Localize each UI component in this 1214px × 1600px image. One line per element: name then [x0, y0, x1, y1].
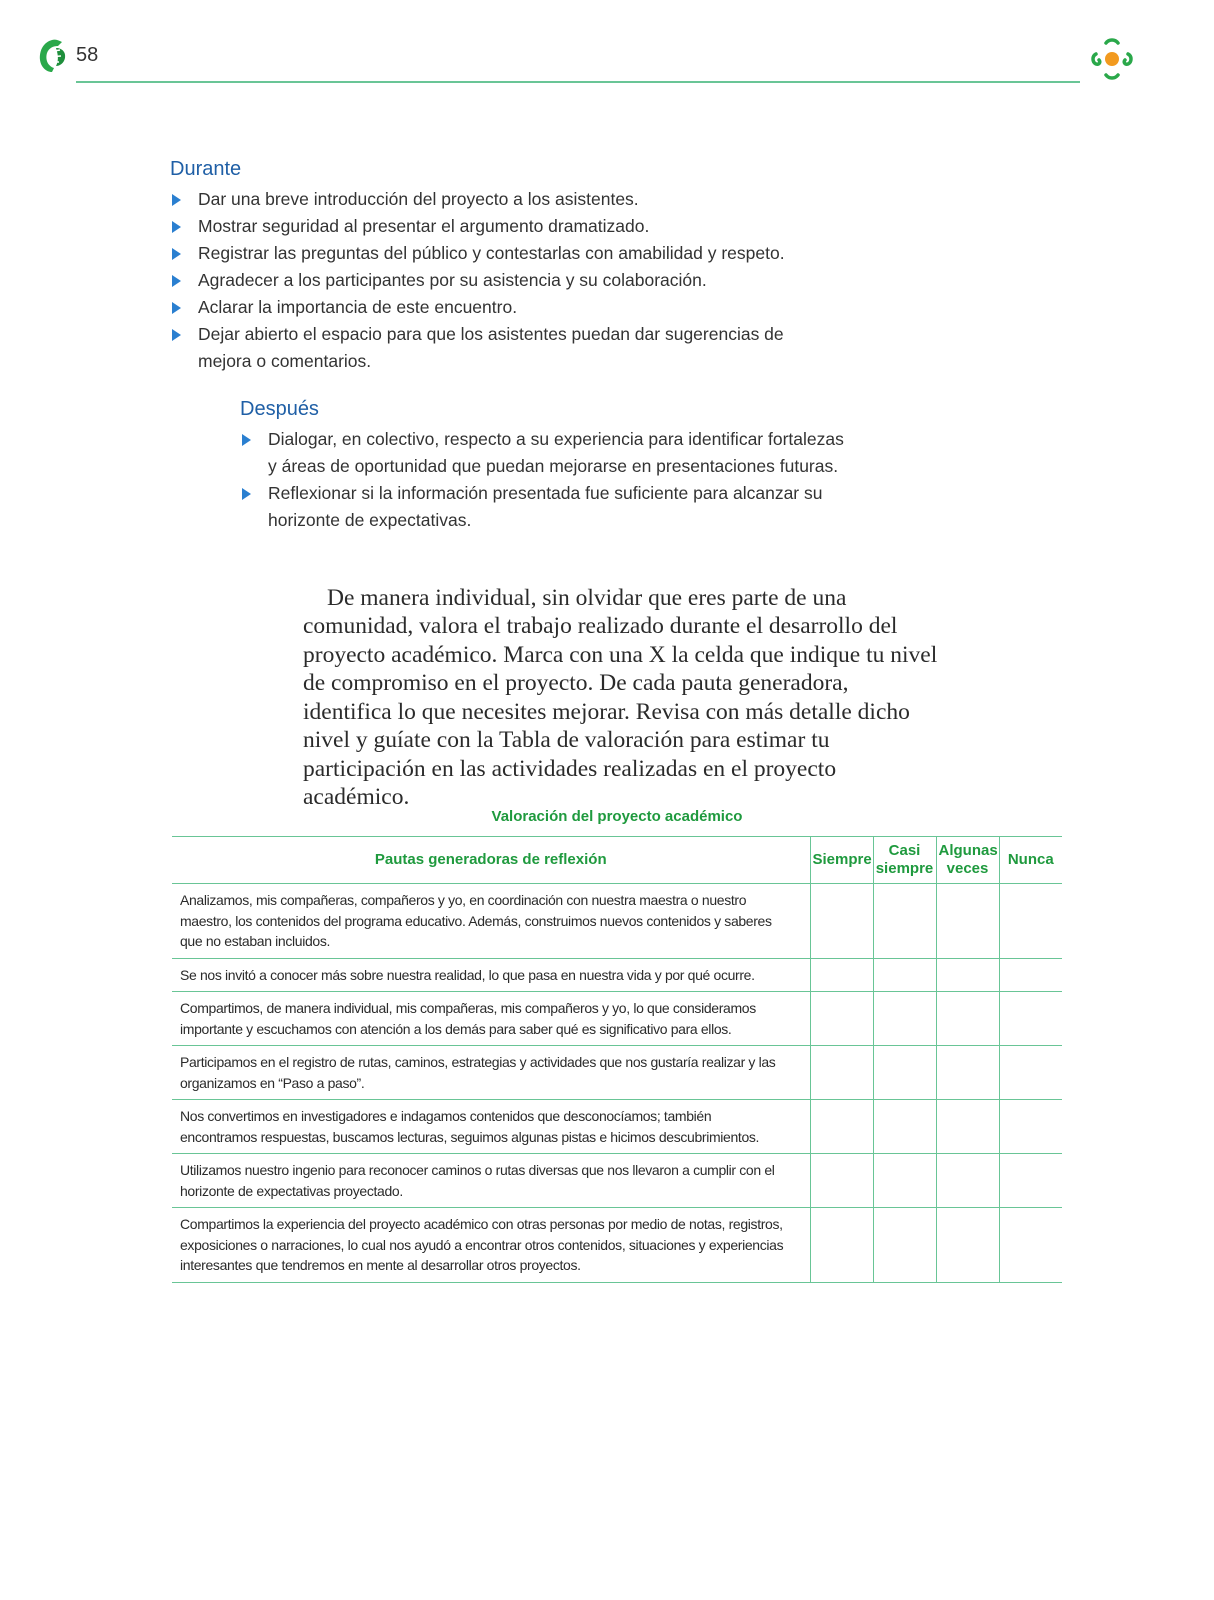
casi-siempre-cell[interactable]: [873, 1208, 936, 1283]
valoracion-table: [172, 836, 1062, 1283]
algunas-veces-cell[interactable]: [936, 1208, 999, 1283]
siempre-cell[interactable]: [810, 884, 873, 959]
algunas-veces-cell[interactable]: [936, 1154, 999, 1208]
pauta-cell: Participamos en el registro de rutas, caminos, estrategias y actividades que nos gustaría realizar y las organizamos en “Paso a paso”.: [172, 1046, 810, 1100]
header-nunca: Nunca: [999, 837, 1062, 884]
bullet-triangle-icon: [172, 329, 181, 341]
header-algunas-veces: Algunas veces: [936, 837, 999, 884]
list-item: Agradecer a los participantes por su asistencia y su colaboración.: [170, 267, 810, 294]
pauta-cell: Analizamos, mis compañeras, compañeros y yo, en coordinación con nuestra maestra o nuestro maestro, los contenidos del programa educativo. Además, construimos nuevos contenidos y saberes que no estaban incluidos.: [172, 884, 810, 959]
pauta-cell: Utilizamos nuestro ingenio para reconocer caminos o rutas diversas que nos llevaron a cumplir con el horizonte de expectativas proyectado.: [172, 1154, 810, 1208]
list-item: Aclarar la importancia de este encuentro.: [170, 294, 810, 321]
feather-logo-icon: [36, 38, 68, 74]
table-row: [172, 1100, 1062, 1154]
table-row: [172, 884, 1062, 959]
instruction-paragraph: De manera individual, sin olvidar que eres parte de una comunidad, valora el trabajo realizado durante el desarrollo del proyecto académico. Marca con una X la celda que indique tu nivel de compromiso en el proyecto. De cada pauta generadora, identifica lo que necesites mejorar. Revisa con más detalle dicho nivel y guíate con la Tabla de valoración para estimar tu participación en las actividades realizadas en el proyecto académico.: [303, 584, 938, 810]
siempre-cell[interactable]: [810, 1046, 873, 1100]
casi-siempre-cell[interactable]: [873, 1046, 936, 1100]
siempre-cell[interactable]: [810, 958, 873, 992]
list-item: Reflexionar si la información presentada fue suficiente para alcanzar su horizonte de expectativas.: [240, 480, 850, 534]
nunca-cell[interactable]: [999, 992, 1062, 1046]
siempre-cell[interactable]: [810, 1100, 873, 1154]
casi-siempre-cell[interactable]: [873, 958, 936, 992]
casi-siempre-cell[interactable]: [873, 884, 936, 959]
table-row: [172, 1046, 1062, 1100]
table-row: [172, 958, 1062, 992]
table-header-row: [172, 837, 1062, 884]
table-row: [172, 1154, 1062, 1208]
nunca-cell[interactable]: [999, 958, 1062, 992]
list-item: Mostrar seguridad al presentar el argumento dramatizado.: [170, 213, 810, 240]
flower-ornament-icon: [1086, 34, 1138, 86]
table-row: [172, 992, 1062, 1046]
algunas-veces-cell[interactable]: [936, 884, 999, 959]
nunca-cell[interactable]: [999, 1100, 1062, 1154]
list-item: Dar una breve introducción del proyecto a los asistentes.: [170, 186, 810, 213]
nunca-cell[interactable]: [999, 1046, 1062, 1100]
algunas-veces-cell[interactable]: [936, 958, 999, 992]
page-number: 58: [76, 44, 99, 66]
bullet-triangle-icon: [242, 488, 251, 500]
bullet-triangle-icon: [172, 302, 181, 314]
table-title: Valoración del proyecto académico: [491, 808, 743, 825]
siempre-cell[interactable]: [810, 992, 873, 1046]
algunas-veces-cell[interactable]: [936, 1100, 999, 1154]
list-item: Dejar abierto el espacio para que los asistentes puedan dar sugerencias de mejora o comentarios.: [170, 321, 810, 375]
bullet-triangle-icon: [172, 248, 181, 260]
despues-heading: Después: [240, 398, 319, 420]
pauta-cell: Compartimos, de manera individual, mis compañeras, mis compañeros y yo, lo que consideramos importante y escuchamos con atención a los demás para saber qué es significativo para ellos.: [172, 992, 810, 1046]
bullet-triangle-icon: [172, 275, 181, 287]
despues-list: [240, 426, 850, 534]
casi-siempre-cell[interactable]: [873, 1154, 936, 1208]
casi-siempre-cell[interactable]: [873, 1100, 936, 1154]
siempre-cell[interactable]: [810, 1208, 873, 1283]
list-item: Dialogar, en colectivo, respecto a su experiencia para identificar fortalezas y áreas de oportunidad que puedan mejorarse en presentaciones futuras.: [240, 426, 850, 480]
header-casi-siempre: Casi siempre: [873, 837, 936, 884]
nunca-cell[interactable]: [999, 884, 1062, 959]
pauta-cell: Compartimos la experiencia del proyecto académico con otras personas por medio de notas, registros, exposiciones o narraciones, lo cual nos ayudó a encontrar otros contenidos, situaciones y experiencias interesantes que tendremos en mente al desarrollar otros proyectos.: [172, 1208, 810, 1283]
bullet-triangle-icon: [172, 221, 181, 233]
durante-heading: Durante: [170, 158, 242, 180]
algunas-veces-cell[interactable]: [936, 992, 999, 1046]
siempre-cell[interactable]: [810, 1154, 873, 1208]
nunca-cell[interactable]: [999, 1208, 1062, 1283]
header-rule: [76, 81, 1080, 83]
casi-siempre-cell[interactable]: [873, 992, 936, 1046]
header-pautas: Pautas generadoras de reflexión: [172, 837, 810, 884]
pauta-cell: Nos convertimos en investigadores e indagamos contenidos que desconocíamos; también encontramos respuestas, buscamos lecturas, seguimos algunas pistas e hicimos descubrimientos.: [172, 1100, 810, 1154]
nunca-cell[interactable]: [999, 1154, 1062, 1208]
list-item: Registrar las preguntas del público y contestarlas con amabilidad y respeto.: [170, 240, 810, 267]
durante-list: [170, 186, 810, 375]
bullet-triangle-icon: [172, 194, 181, 206]
header-siempre: Siempre: [810, 837, 873, 884]
algunas-veces-cell[interactable]: [936, 1046, 999, 1100]
pauta-cell: Se nos invitó a conocer más sobre nuestra realidad, lo que pasa en nuestra vida y por qué ocurre.: [172, 958, 810, 992]
bullet-triangle-icon: [242, 434, 251, 446]
table-row: [172, 1208, 1062, 1283]
